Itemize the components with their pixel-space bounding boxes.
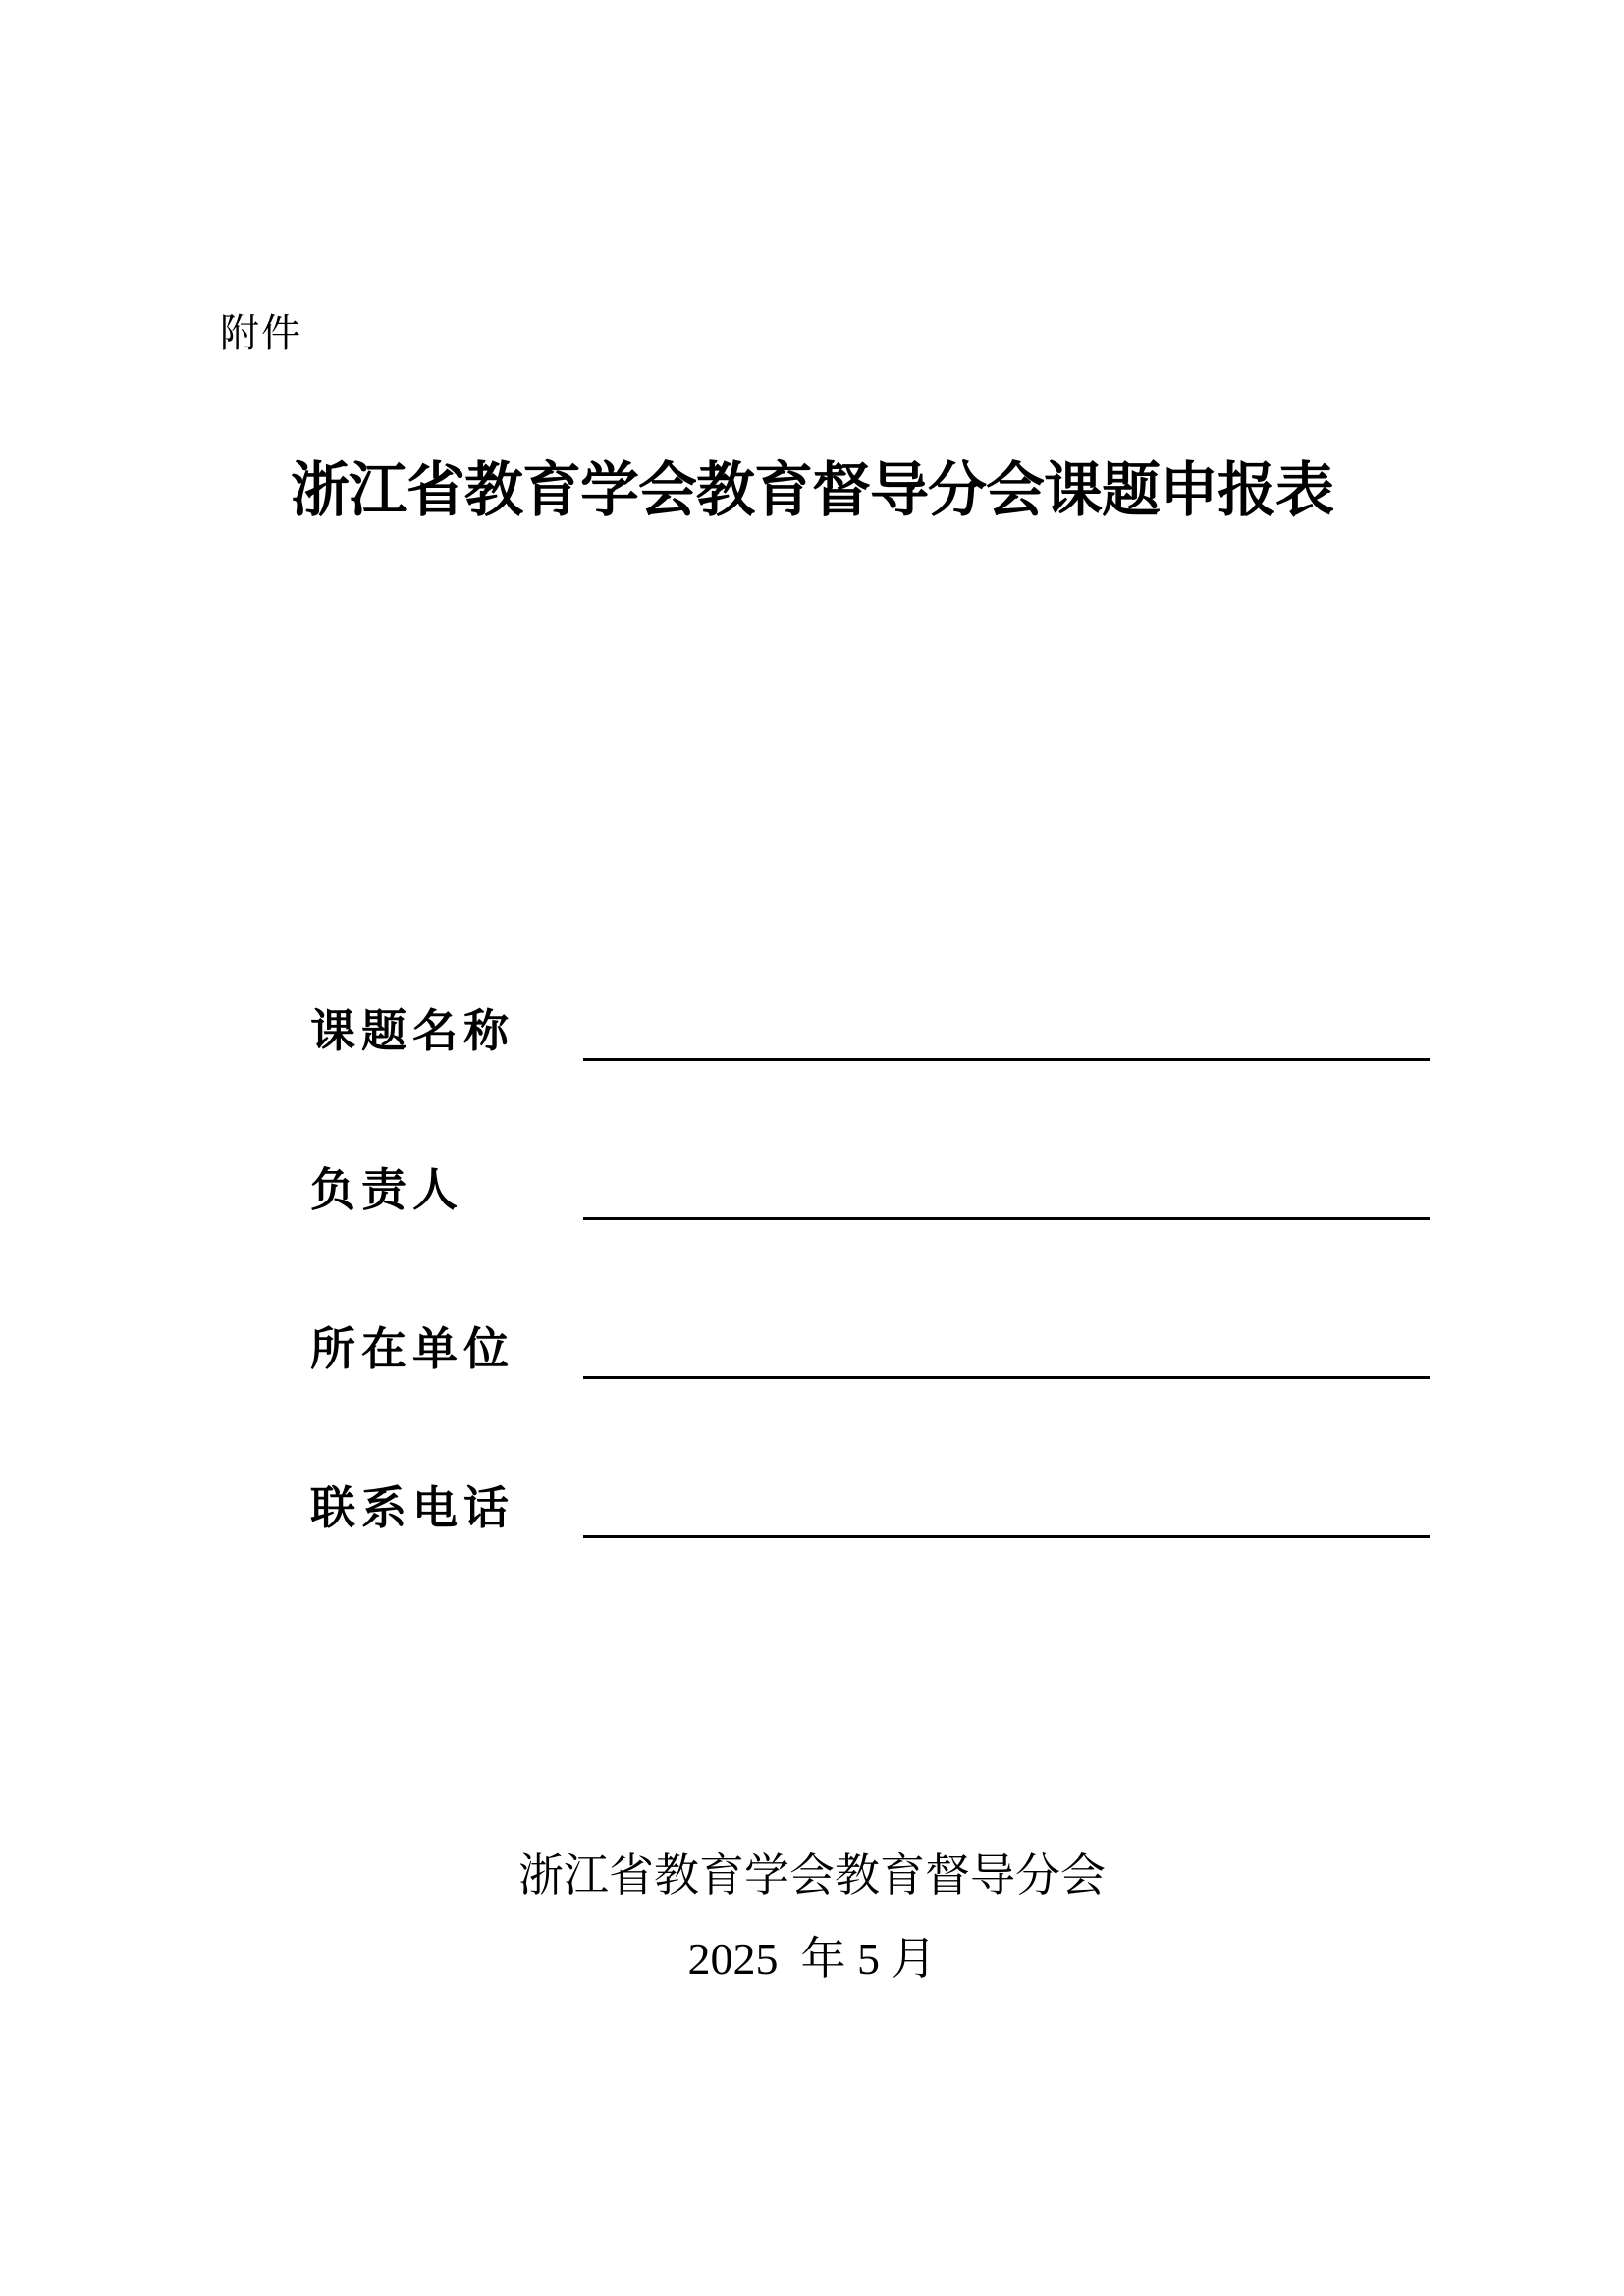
blank-line-leader[interactable] xyxy=(583,1217,1430,1220)
footer-organization: 浙江省教育学会教育督导分会 xyxy=(518,1848,1106,1901)
blank-line-project-name[interactable] xyxy=(583,1058,1430,1061)
form-field-organization xyxy=(310,1309,1430,1388)
blank-line-organization[interactable] xyxy=(583,1376,1430,1379)
form-field-project-name xyxy=(310,991,1430,1070)
form-field-leader xyxy=(310,1150,1430,1229)
blank-line-phone[interactable] xyxy=(583,1535,1430,1538)
form-field-phone xyxy=(310,1468,1430,1547)
field-label-project-name: 课题名称 xyxy=(310,1004,514,1057)
attachment-label: 附件 xyxy=(220,311,302,356)
field-label-organization: 所在单位 xyxy=(310,1322,514,1375)
document-title: 浙江省教育学会教育督导分会课题申报表 xyxy=(291,456,1333,525)
field-label-leader: 负责人 xyxy=(310,1163,463,1216)
footer-date: 2025 年 5 月 xyxy=(687,1934,937,1984)
field-label-phone: 联系电话 xyxy=(310,1481,514,1534)
